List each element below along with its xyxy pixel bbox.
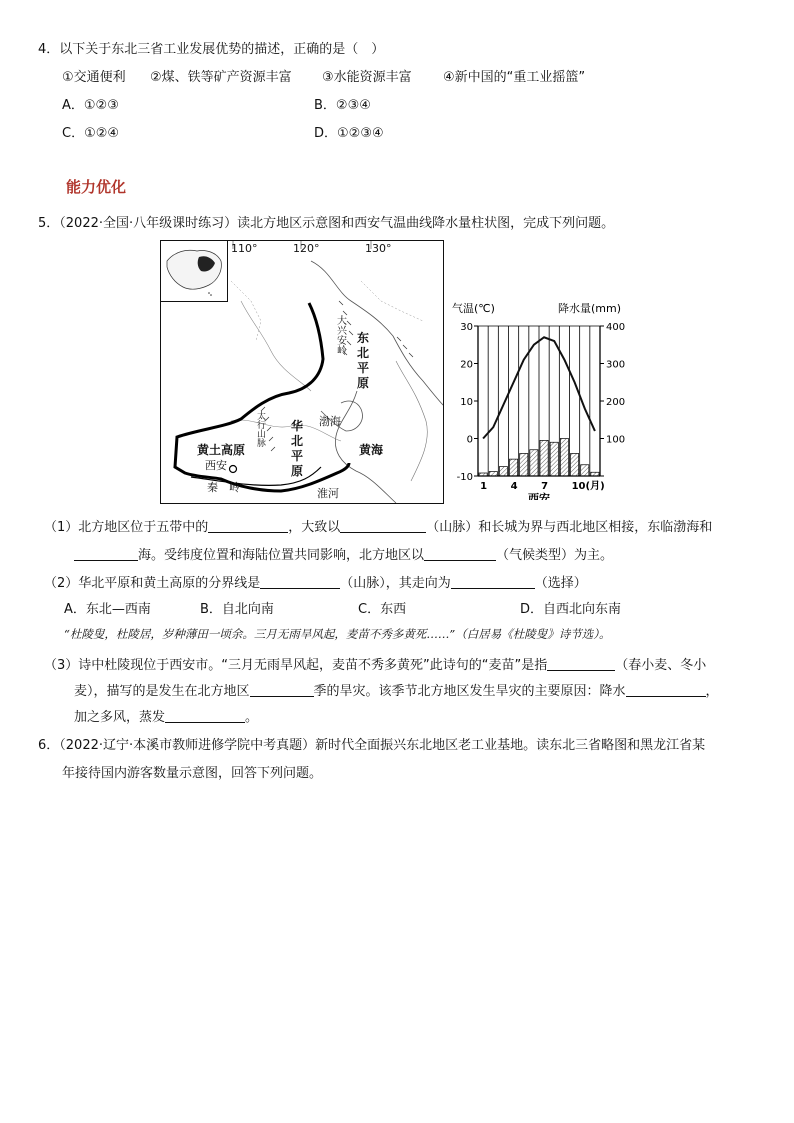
chart-right-tick-label: 300: [606, 359, 626, 371]
climate-chart-svg: [450, 300, 640, 500]
label-daxing: 大兴安岭: [337, 316, 347, 357]
q5-1-blank-2[interactable]: [340, 518, 426, 533]
q5-1-blank-1[interactable]: [208, 518, 288, 533]
chart-left-tick-label: 30: [460, 322, 473, 333]
q5-1-line2: [74, 544, 613, 563]
q5-1-blank-4[interactable]: [424, 546, 496, 561]
q5-1-text-a: （1）北方地区位于五带中的: [44, 520, 209, 535]
q4-item-1: ①交通便利: [62, 70, 126, 85]
precip-bar: [510, 459, 518, 476]
q5-2-option-c[interactable]: C．东西: [358, 602, 407, 617]
q4-item-2: ②煤、铁等矿产资源丰富: [150, 70, 292, 85]
q5-3-text-c: 麦），描写的是发生在北方地区: [74, 684, 250, 699]
q6-stem-line2: 年接待国内游客数量示意图，回答下列问题。: [62, 766, 323, 781]
q5-3-text-f: 加之多风，蒸发: [74, 710, 166, 725]
lon-120: 120°: [293, 242, 320, 255]
chart-x-tick-label: 10(月): [571, 481, 605, 492]
q4-item-3: ③水能资源丰富: [322, 70, 412, 85]
q5-2-blank-2[interactable]: [451, 574, 535, 589]
q5-2-option-d[interactable]: D．自西北向东南: [520, 602, 622, 617]
q5-3-blank-2[interactable]: [250, 682, 314, 697]
precip-bar: [560, 439, 568, 477]
label-dongbei-2: 北: [357, 346, 370, 360]
q4-stem: 4．以下关于东北三省工业发展优势的描述，正确的是（ ）: [38, 42, 385, 57]
label-qinling: 秦 岭: [207, 481, 240, 494]
label-dongbei-4: 原: [357, 376, 370, 390]
q5-1-text-d: 海。受纬度位置和海陆位置共同影响，北方地区以: [138, 548, 425, 563]
q5-3-line3: [74, 706, 258, 725]
precip-bar: [591, 472, 599, 476]
china-inset-map: [161, 241, 228, 302]
chart-right-tick-label: 400: [606, 322, 626, 333]
chart-x-tick-label: 4: [510, 481, 518, 492]
q5-3-blank-4[interactable]: [165, 708, 245, 723]
q4-option-c[interactable]: C．①②④: [62, 126, 120, 141]
label-huabei-4: 原: [291, 464, 304, 478]
precip-bar: [499, 467, 507, 476]
q5-3-text-a: （3）诗中杜陵现位于西安市。“三月无雨旱风起，麦苗不秀多黄死”此诗句的“麦苗”是指: [44, 658, 548, 673]
q5-2-blank-1[interactable]: [260, 574, 340, 589]
q5-2-option-b[interactable]: B．自北向南: [200, 602, 274, 617]
q5-1-line1: [44, 516, 712, 535]
label-dongbei-3: 平: [357, 361, 370, 375]
precip-bar: [571, 454, 579, 477]
chart-left-axis-title: 气温(℃): [452, 302, 495, 315]
q5-2-text-b: （山脉），其走向为: [340, 576, 451, 591]
label-dongbei-1: 东: [357, 331, 370, 345]
chart-right-axis-title: 降水量(mm): [558, 302, 622, 315]
inset-drawing: [161, 241, 227, 301]
chart-left-tick-label: 20: [460, 359, 473, 371]
q4-option-a[interactable]: A．①②③: [62, 98, 119, 113]
lon-130: 130°: [365, 242, 392, 255]
q5-2-option-a[interactable]: A．东北—西南: [64, 602, 151, 617]
chart-x-tick-label: 7: [541, 481, 549, 492]
q5-1-text-b: ，大致以: [288, 520, 341, 535]
q5-3-text-b: （春小麦、冬小: [615, 658, 707, 673]
q4-option-b[interactable]: B．②③④: [314, 98, 371, 113]
q5-3-line1: [44, 654, 706, 673]
q5-1-text-e: （气候类型）为主。: [496, 548, 614, 563]
chart-left-tick-label: 10: [460, 397, 473, 408]
chart-right-tick-label: 100: [606, 434, 626, 446]
label-huaihe: 淮河: [317, 487, 339, 500]
q4-option-d[interactable]: D．①②③④: [314, 126, 384, 141]
chart-right-tick-label: 200: [606, 397, 626, 408]
chart-x-tick-label: 1: [480, 481, 488, 492]
q4-item-4: ④新中国的“重工业摇篮”: [443, 70, 586, 85]
q5-3-text-d: 季的旱灾。该季节北方地区发生旱灾的主要原因：降水: [313, 684, 626, 699]
northern-region-map: [160, 240, 444, 504]
q5-3-blank-1[interactable]: [547, 656, 615, 671]
q6-stem-line1: 6．（2022·辽宁·本溪市教师进修学院中考真题）新时代全面振兴东北地区老工业基地。读东北三省略图和黑龙江省某: [38, 738, 706, 753]
chart-left-tick-label: 0: [466, 434, 473, 446]
xian-climate-chart: [450, 300, 640, 500]
precip-bar: [479, 473, 487, 476]
q5-3-blank-3[interactable]: [626, 682, 706, 697]
precip-bar: [550, 442, 558, 476]
chart-left-tick-label: -10: [456, 472, 473, 483]
label-huabei-3: 平: [291, 449, 304, 463]
precip-bar: [530, 450, 538, 476]
label-xian: 西安: [205, 459, 227, 472]
q5-2-text-a: （2）华北平原和黄土高原的分界线是: [44, 576, 261, 591]
q5-3-text-g: 。: [245, 710, 259, 725]
precip-bar: [540, 440, 548, 476]
label-huabei-2: 北: [291, 434, 304, 448]
label-huabei-1: 华: [291, 419, 304, 433]
label-huangtu: 黄土高原: [197, 443, 246, 457]
precip-bar: [520, 454, 528, 477]
q5-3-text-e: ，: [705, 684, 719, 699]
label-taihang: 太行山脉: [257, 412, 267, 449]
poem-quote: “杜陵叟，杜陵居，岁种薄田一顷余。三月无雨旱风起，麦苗不秀多黄死……”（白居易《杜陵叟》诗节选）。: [64, 627, 611, 641]
q5-1-blank-3[interactable]: [74, 546, 138, 561]
label-bohai: 渤海: [319, 415, 341, 428]
chart-title: 西安: [528, 492, 550, 500]
q5-stem: 5．（2022·全国·八年级课时练习）读北方地区示意图和西安气温曲线降水量柱状图，完成下列问题。: [38, 216, 615, 231]
q5-3-line2: [74, 680, 719, 699]
label-huanghai: 黄海: [359, 443, 384, 457]
q5-2-line: [44, 572, 587, 591]
precip-bar: [581, 465, 589, 476]
q5-2-text-c: （选择）: [534, 576, 587, 591]
q5-1-text-c: （山脉）和长城为界与西北地区相接，东临渤海和: [426, 520, 713, 535]
section-title: 能力优化: [66, 178, 127, 196]
lon-110: 110°: [231, 242, 258, 255]
precip-bar: [489, 472, 497, 477]
